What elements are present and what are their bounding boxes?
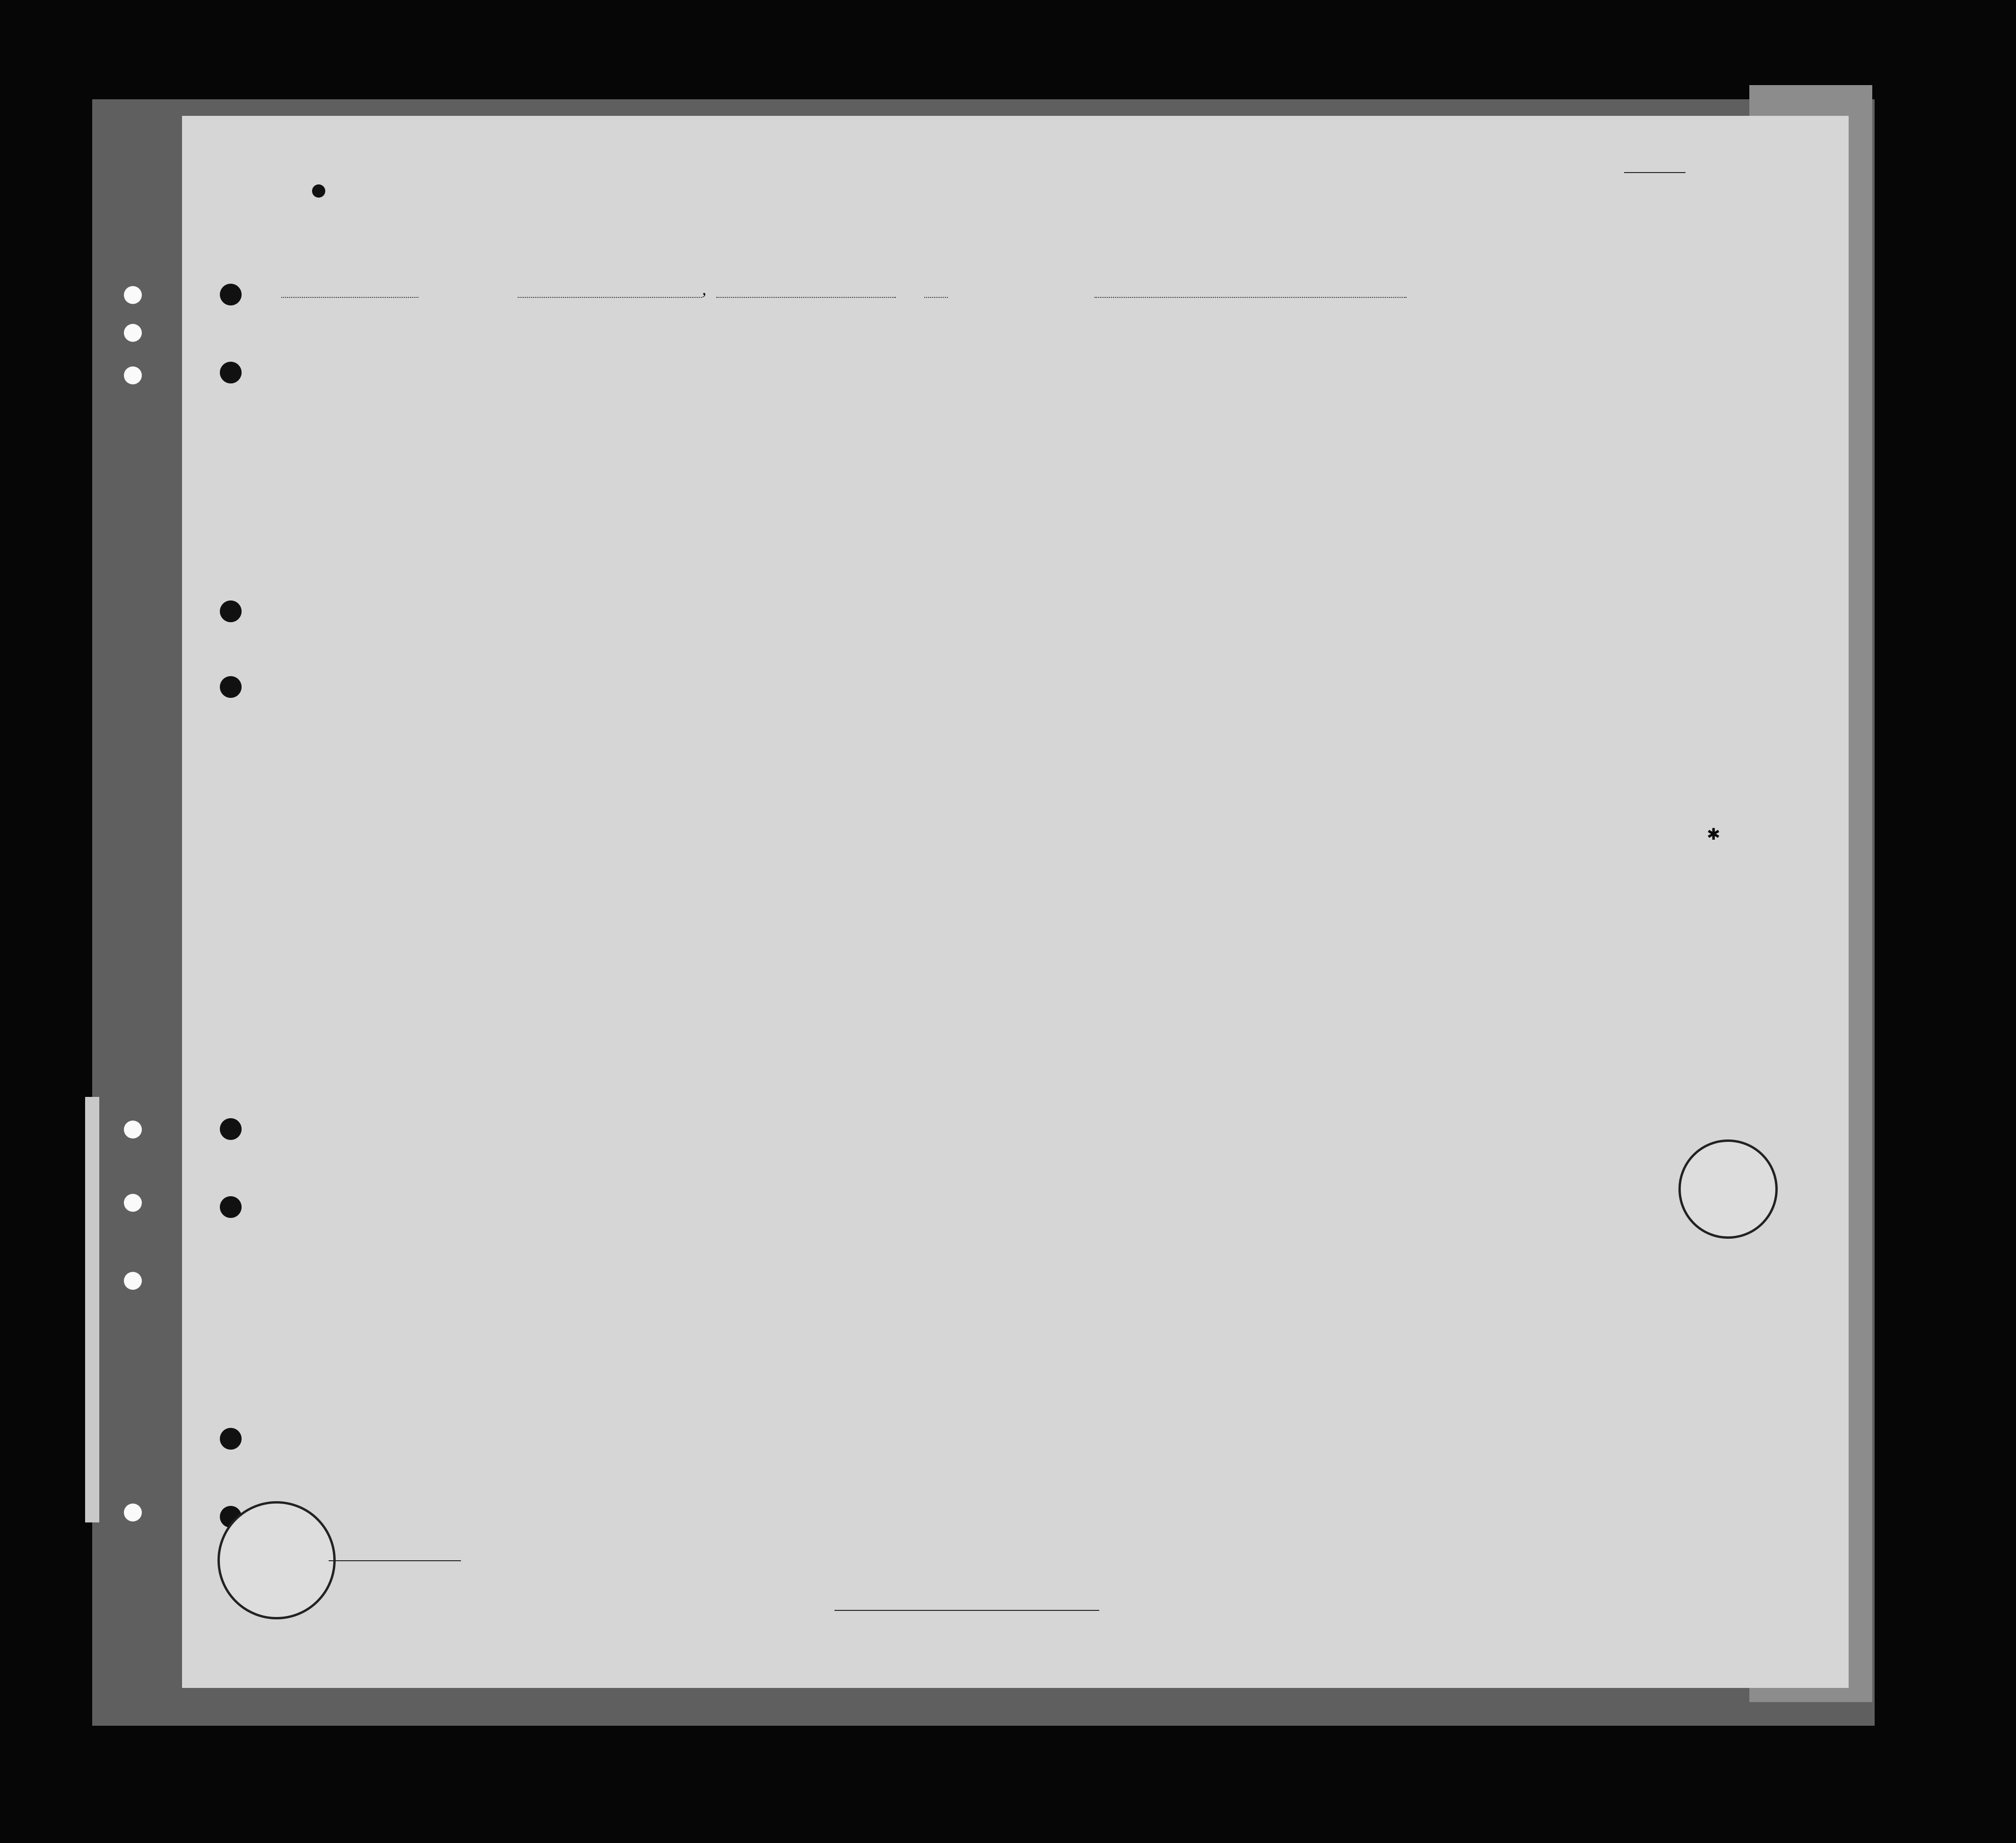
owners-line bbox=[329, 1560, 461, 1561]
manifest-grid bbox=[182, 116, 1849, 1688]
shipped-info bbox=[850, 576, 855, 590]
binder-hole bbox=[124, 1272, 142, 1290]
footnotes bbox=[1345, 1610, 1771, 1612]
manifest-sheet: , ✱ bbox=[182, 116, 1849, 1688]
port-stamp-right bbox=[1678, 1139, 1778, 1239]
binder-hole bbox=[124, 366, 142, 384]
port-stamp-left bbox=[217, 1501, 336, 1619]
binder-hole bbox=[124, 286, 142, 304]
inspector-line bbox=[834, 1610, 1099, 1611]
binder-hole bbox=[124, 1121, 142, 1139]
binder-hole bbox=[124, 1194, 142, 1212]
binder-hole bbox=[124, 1504, 142, 1521]
ink-dot: ✱ bbox=[1707, 826, 1721, 843]
underlying-page-edge bbox=[85, 1097, 99, 1522]
binder-hole bbox=[124, 324, 142, 342]
